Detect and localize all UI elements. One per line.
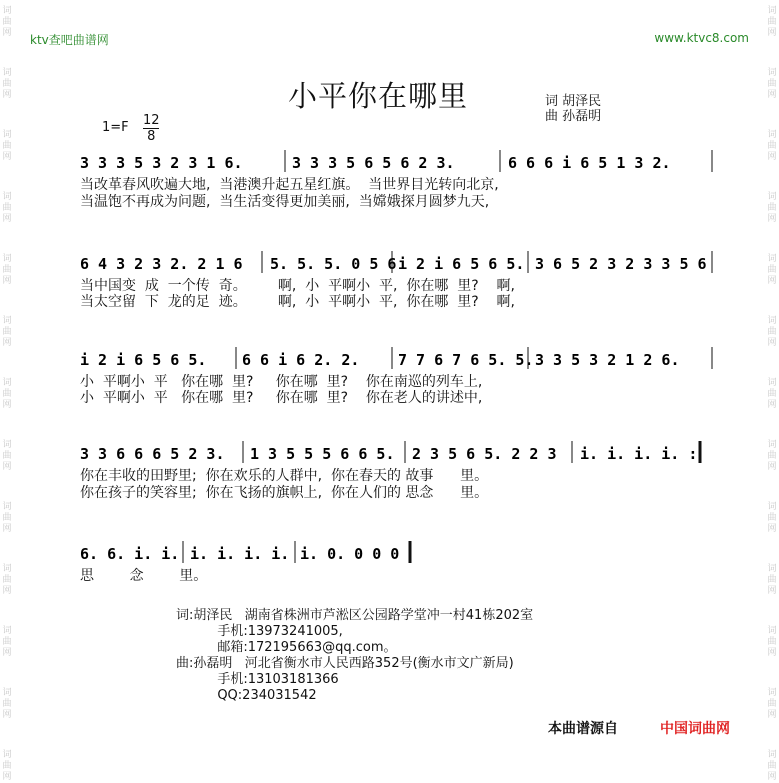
measure-notes: i. i. i. i. :	[580, 445, 698, 463]
watermark-text: 词 曲 网	[2, 688, 12, 720]
watermark-text: 词 曲 网	[767, 68, 777, 100]
watermark-text: 词 曲 网	[2, 6, 12, 38]
watermark-text: 词 曲 网	[767, 192, 777, 224]
measure-notes: 3 3 3 5 6 5 6 2 3.	[292, 154, 455, 172]
lyricist-address: 词:胡泽民 湖南省株洲市芦淞区公园路学堂冲一村41栋202室	[176, 608, 534, 623]
watermark-text: 词 曲 网	[767, 688, 777, 720]
watermark-text: 词 曲 网	[767, 564, 777, 596]
lyricist-credit: 词 胡泽民	[545, 94, 602, 109]
lyric-line: 思 念 里。	[80, 568, 208, 584]
measure-notes: 7 7 6 7 6 5. 5.	[398, 351, 534, 369]
watermark-text: 词 曲 网	[767, 626, 777, 658]
watermark-text: 词 曲 网	[2, 440, 12, 472]
lyric-line: 你在孩子的笑容里; 你在飞扬的旗帜上, 你在人们的 思念 里。	[80, 485, 489, 501]
watermark-text: 词 曲 网	[2, 378, 12, 410]
measure-notes: i. 0. 0 0 0	[300, 545, 400, 563]
watermark-text: 词 曲 网	[2, 626, 12, 658]
site-name-left: ktv查吧曲谱网	[30, 33, 109, 47]
composer-qq: QQ:234031542	[176, 688, 317, 703]
lyricist-email: 邮箱:172195663@qq.com。	[176, 640, 397, 655]
watermark-text: 词 曲 网	[2, 68, 12, 100]
watermark-text: 词 曲 网	[767, 130, 777, 162]
composer-address: 曲:孙磊明 河北省衡水市人民西路352号(衡水市文广新局)	[176, 656, 514, 671]
watermark-text: 词 曲 网	[767, 750, 777, 782]
watermark-text: 词 曲 网	[767, 316, 777, 348]
contact-info	[176, 608, 533, 704]
song-title: 小平你在哪里	[288, 79, 469, 113]
measure-notes: 6. 6. i. i.	[80, 545, 180, 563]
meter-top: 12	[143, 113, 160, 128]
source-label: 本曲谱源自	[548, 721, 618, 737]
watermark-text: 词 曲 网	[2, 564, 12, 596]
watermark-text: 词 曲 网	[2, 254, 12, 286]
site-url-right: www.ktvc8.com	[654, 31, 749, 45]
measure-notes: 3 3 3 5 3 2 3 1 6.	[80, 154, 243, 172]
lyric-line: 当太空留 下 龙的足 迹。 啊, 小 平啊小 平, 你在哪 里? 啊,	[80, 294, 515, 310]
measure-notes: 3 3 6 6 6 5 2 3.	[80, 445, 225, 463]
lyricist-phone: 手机:13973241005,	[176, 624, 343, 639]
key-signature: 1=F	[102, 120, 129, 135]
measure-notes: 3 3 5 3 2 1 2 6.	[535, 351, 680, 369]
measure-notes: 3 6 5 2 3 2 3 3 5 6	[535, 255, 707, 273]
lyric-line: 当改革春风吹遍大地, 当港澳升起五星红旗。 当世界目光转向北京,	[80, 177, 499, 193]
measure-notes: 5. 5. 5. 0 5 6	[270, 255, 397, 273]
watermark-text: 词 曲 网	[2, 316, 12, 348]
source-brand: 中国词曲网	[660, 721, 730, 737]
watermark-text: 词 曲 网	[2, 502, 12, 534]
watermark-text: 词 曲 网	[767, 378, 777, 410]
lyric-line: 小 平啊小 平 你在哪 里? 你在哪 里? 你在老人的讲述中,	[80, 390, 483, 406]
composer-credit: 曲 孙磊明	[545, 109, 602, 124]
measure-notes: 1 3 5 5 5 6 6 5.	[250, 445, 395, 463]
lyric-line: 当中国变 成 一个传 奇。 啊, 小 平啊小 平, 你在哪 里? 啊,	[80, 278, 515, 294]
watermark-text: 词 曲 网	[2, 192, 12, 224]
lyric-line: 小 平啊小 平 你在哪 里? 你在哪 里? 你在南巡的列车上,	[80, 374, 483, 390]
watermark-text: 词 曲 网	[2, 130, 12, 162]
measure-notes: 6 6 i 6 2. 2.	[242, 351, 360, 369]
meter-bottom: 8	[147, 129, 156, 144]
measure-notes: 6 4 3 2 3 2. 2 1 6	[80, 255, 243, 273]
measure-notes: i. i. i. i.	[190, 545, 290, 563]
composer-phone: 手机:13103181366	[176, 672, 339, 687]
measure-notes: 2 3 5 6 5. 2 2 3	[412, 445, 557, 463]
watermark-text: 词 曲 网	[767, 254, 777, 286]
watermark-text: 词 曲 网	[767, 6, 777, 38]
lyric-line: 你在丰收的田野里; 你在欢乐的人群中, 你在春天的 故事 里。	[80, 468, 489, 484]
lyric-line: 当温饱不再成为问题, 当生活变得更加美丽, 当嫦娥探月圆梦九天,	[80, 194, 490, 210]
measure-notes: i 2 i 6 5 6 5.	[398, 255, 525, 273]
measure-notes: 6 6 6 i 6 5 1 3 2.	[508, 154, 671, 172]
measure-notes: i 2 i 6 5 6 5.	[80, 351, 207, 369]
watermark-text: 词 曲 网	[767, 440, 777, 472]
watermark-text: 词 曲 网	[767, 502, 777, 534]
watermark-text: 词 曲 网	[2, 750, 12, 782]
